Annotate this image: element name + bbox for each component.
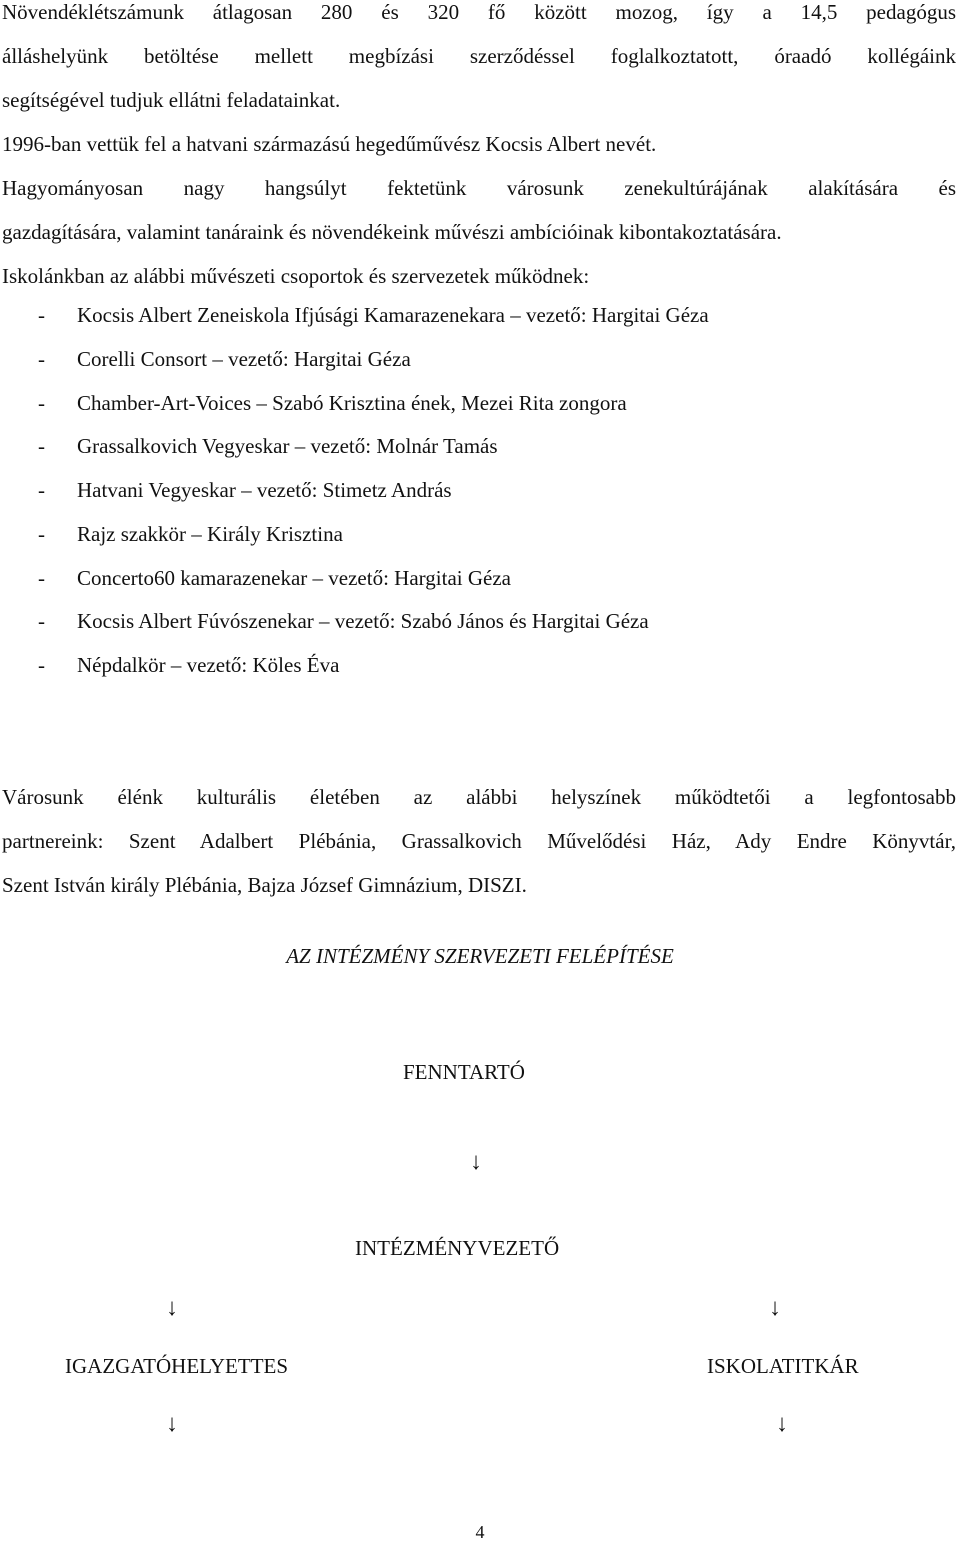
list-marker: - [38,346,45,371]
list-marker: - [38,653,45,677]
org-node-intezmenyvezeto: INTÉZMÉNYVEZETŐ [355,1236,560,1260]
down-arrow-icon: ↓ [470,1149,482,1175]
intro-line: gazdagítására, valamint tanáraink és növendékeink művészi ambícióinak kibontakoztatására. [2,220,782,244]
org-node-iskolatitkar: ISKOLATITKÁR [707,1354,859,1378]
list-marker: - [38,478,45,502]
list-marker: - [38,565,45,590]
intro-paragraph [2,0,956,298]
intro-line: álláshelyünk betöltése mellett megbízási szerződéssel foglalkoztatott, óraadó kollégáink [2,44,956,68]
org-structure-heading: AZ INTÉZMÉNY SZERVEZETI FELÉPÍTÉSE [286,944,674,968]
intro-line: Iskolánkban az alábbi művészeti csoportok és szervezetek működnek: [2,264,590,288]
down-arrow-icon: ↓ [769,1295,781,1321]
down-arrow-icon: ↓ [166,1295,178,1321]
partners-line: partnereink: Szent Adalbert Plébánia, Grassalkovich Művelődési Ház, Ady Endre Könyvtár, [2,829,956,853]
list-marker: - [38,303,45,327]
partners-paragraph [2,775,956,907]
intro-line: Hagyományosan nagy hangsúlyt fektetünk városunk zenekultúrájának alakítására és [2,176,956,200]
intro-line: segítségével tudjuk ellátni feladatainkat. [2,88,341,112]
partners-line: Szent István király Plébánia, Bajza József Gimnázium, DISZI. [2,873,527,897]
list-marker: - [38,390,45,415]
intro-line: Növendéklétszámunk átlagosan 280 és 320 fő között mozog, így a 14,5 pedagógus [2,0,956,24]
down-arrow-icon: ↓ [166,1411,178,1437]
list-marker: - [38,434,45,459]
org-node-fenntarto: FENNTARTÓ [403,1060,525,1084]
document-page: Növendéklétszámunk átlagosan 280 és 320 fő között mozog, így a 14,5 pedagógus álláshelyünk betöltése mellett megbízási szerződéssel foglalkoztatott, óraadó kollégáink segítségével tudjuk ellátni feladatainkat. 1996-ban vettük fel a hatvani származású hegedűművész Kocsis Albert nevét. Hagyományosan nagy hangsúlyt fektetünk városunk zenekultúrájának alakítására és gazdagítására, valamint tanáraink és növendékeink művészi ambícióinak kibontakoztatására. Iskolánkban az alábbi művészeti csoportok és szervezetek működnek: - Kocsis Albert Zeneiskola Ifjúsági Kamarazenekara – vezető: Hargitai Géza - Corelli Consort – vezető: Hargitai Géza - Chamber-Art-Voices – Szabó Krisztina ének, Mezei Rita zongora - Grassalkovich Vegyeskar – vezető: Molnár Tamás - Hatvani Vegyeskar – vezető: Stimetz András - Rajz szakkör – Király Krisztina - Concerto60 kamarazenekar – vezető: Hargitai Géza - Kocsis Albert Fúvószenekar – vezető: Szabó János és Hargitai Géza - Népdalkör – vezető: Köles Éva Városunk élénk kulturális életében az alábbi helyszínek működtetői a legfontosabb partnereink: Szent Adalbert Plébánia, Grassalkovich Művelődési Ház, Ady Endre Könyvtár, Szent István király Plébánia, Bajza József Gimnázium, DISZI. AZ INTÉZMÉNY SZERVEZETI FELÉPÍTÉSE FENNTARTÓ ↓ INTÉZMÉNYVEZETŐ ↓ ↓ IGAZGATÓHELYETTES ISKOLATITKÁR ↓ ↓ 4 [0,0,960,1543]
list-marker: - [38,521,45,546]
intro-line: 1996-ban vettük fel a hatvani származású hegedűművész Kocsis Albert nevét. [2,132,657,156]
list-marker: - [38,609,45,634]
page-number: 4 [475,1522,485,1542]
partners-line: Városunk élénk kulturális életében az alábbi helyszínek működtetői a legfontosabb [2,785,956,809]
down-arrow-icon: ↓ [776,1411,788,1437]
org-node-igazgatohelyettes: IGAZGATÓHELYETTES [65,1354,289,1378]
